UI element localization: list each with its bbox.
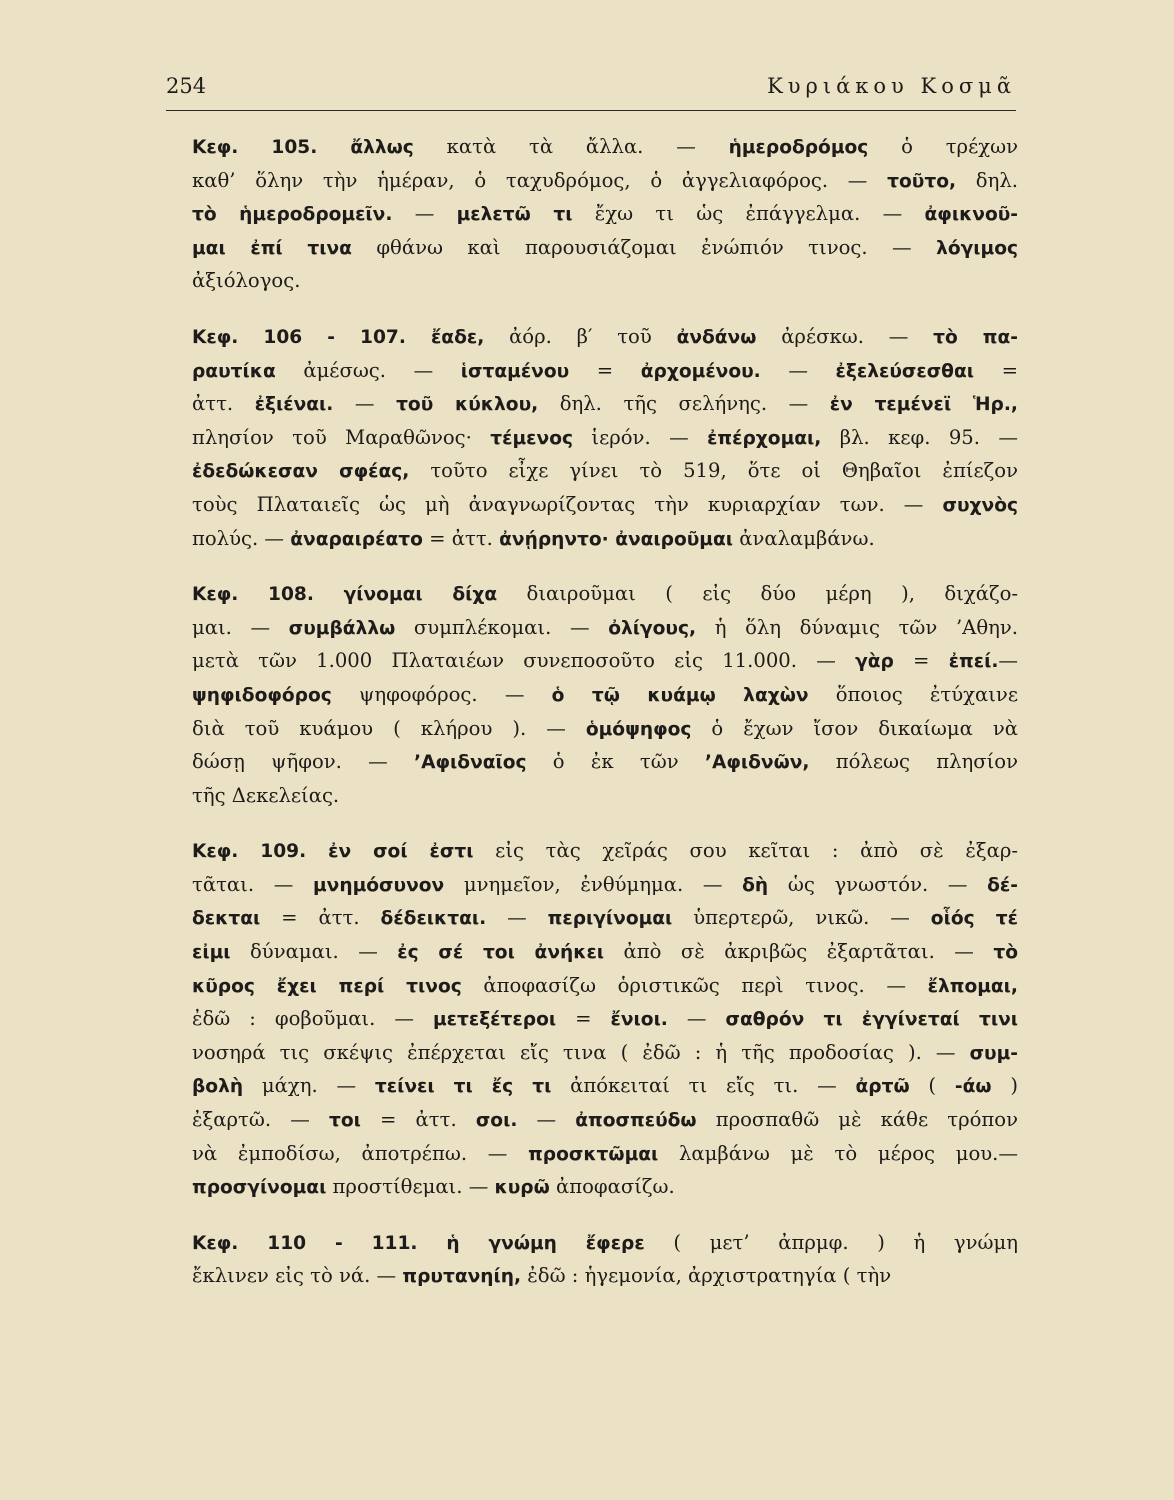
- lemma-term: ἡμεροδρόμος: [728, 137, 869, 158]
- gloss-text: —: [517, 1108, 576, 1132]
- gloss-text: νοσηρά τις σκέψις ἐπέρχεται εἴς τινα ( ἐδῶ : ἡ τῆς προδοσίας ). —: [192, 1040, 970, 1064]
- text-line: [192, 421, 1018, 455]
- gloss-text: ἐξαρτῶ. —: [192, 1108, 329, 1132]
- gloss-text: δηλ. τῆς σελήνης. —: [538, 392, 830, 416]
- text-line: [192, 1002, 1018, 1036]
- page-number: 254: [166, 74, 207, 98]
- lemma-term: δέδεικται.: [380, 908, 487, 930]
- gloss-text: δώσῃ ψῆφον. —: [192, 750, 415, 774]
- text-line: [192, 1036, 1018, 1070]
- text-line: [192, 488, 1018, 522]
- gloss-text: λαμβάνω μὲ τὸ μέρος μου.—: [658, 1141, 1018, 1165]
- lemma-term: κῦρος ἔχει περί τινος: [192, 975, 462, 997]
- gloss-text: ἱερόν. —: [573, 425, 708, 449]
- lemma-term: ὁ τῷ κυάμῳ λαχὼν: [551, 684, 809, 706]
- lemma-term: δὴ: [742, 874, 769, 896]
- gloss-text: ἔχω τι ὡς ἐπάγγελμα. —: [572, 202, 925, 226]
- gloss-text: τῆς Δεκελείας.: [192, 783, 340, 807]
- lemma-term: Κεφ. 110 - 111. ἡ γνώμη ἔφερε: [192, 1232, 645, 1254]
- text-line: [192, 454, 1018, 488]
- lemma-term: ἐπέρχομαι,: [707, 427, 822, 449]
- gloss-text: =: [893, 649, 949, 673]
- lemma-term: τοῦ κύκλου,: [396, 394, 539, 416]
- lemma-term: ἀνδάνω: [676, 326, 757, 348]
- gloss-text: =: [556, 1007, 611, 1031]
- header-rule: [166, 110, 1016, 111]
- lemma-term: εἰμι: [192, 942, 231, 964]
- glossary-body: [192, 130, 1018, 1315]
- lemma-term: τὸ ἡμεροδρομεῖν.: [192, 204, 393, 226]
- lemma-term: ἐξελεύσεσθαι: [835, 360, 974, 382]
- chapter-section: [192, 834, 1018, 1204]
- lemma-term: προσκτῶμαι: [528, 1143, 659, 1165]
- gloss-text: μνημεῖον, ἐνθύμημα. —: [444, 872, 743, 896]
- lemma-term: Κεφ. 106 - 107. ἔαδε,: [192, 326, 485, 348]
- text-line: [192, 264, 1018, 298]
- chapter-section: [192, 320, 1018, 555]
- lemma-term: ἀρχομένου.: [640, 360, 761, 382]
- lemma-term: ’Αφιδνῶν,: [704, 752, 810, 774]
- gloss-text: τοὺς Πλαταιεῖς ὡς μὴ ἀναγνωρίζοντας τὴν κυριαρχίαν των. —: [192, 492, 943, 516]
- gloss-text: ἀξιόλογος.: [192, 269, 301, 293]
- running-title: Κυριάκου Κοσμᾶ: [767, 74, 1016, 98]
- gloss-text: —: [333, 392, 397, 416]
- lemma-term: ’Αφιδναῖος: [414, 752, 527, 774]
- text-line: [192, 779, 1018, 813]
- gloss-text: συμπλέκομαι. —: [395, 615, 609, 639]
- gloss-text: ὁ ἐκ τῶν: [526, 750, 705, 774]
- lemma-term: τοι: [328, 1110, 361, 1132]
- lemma-term: πρυτανηίη,: [402, 1266, 522, 1288]
- text-line: [192, 678, 1018, 712]
- gloss-text: ( μετ’ ἀπρμφ. ) ἡ γνώμη: [644, 1230, 1018, 1254]
- lemma-term: συμβάλλω: [288, 617, 396, 639]
- lemma-term: περιγίνομαι: [547, 908, 673, 930]
- lemma-term: τέμενος: [490, 427, 573, 449]
- gloss-text: (: [909, 1074, 955, 1098]
- gloss-text: εἰς τὰς χεῖράς σου κεῖται : ἀπὸ σὲ ἐξαρ-: [473, 839, 1019, 863]
- gloss-text: νὰ ἐμποδίσω, ἀποτρέπω. —: [192, 1141, 529, 1165]
- lemma-term: τὸ πα-: [933, 326, 1018, 348]
- gloss-text: κατὰ τὰ ἄλλα. —: [413, 135, 729, 158]
- gloss-text: =: [569, 358, 641, 382]
- lemma-term: ἔνιοι.: [610, 1009, 668, 1031]
- gloss-text: μετὰ τῶν 1.000 Πλαταιέων συνεποσοῦτο εἰς 11.000. —: [192, 649, 856, 673]
- text-line: [192, 522, 1018, 556]
- gloss-text: πλησίον τοῦ Μαραθῶνος·: [192, 425, 491, 449]
- gloss-text: πόλεως πλησίον: [809, 750, 1019, 774]
- gloss-text: ἀποφασίζω.: [549, 1175, 675, 1199]
- gloss-text: ἀπόκειταί τι εἴς τι. —: [551, 1074, 856, 1098]
- text-line: [192, 712, 1018, 746]
- gloss-text: ὑπερτερῶ, νικῶ. —: [672, 906, 931, 930]
- gloss-text: —: [667, 1007, 726, 1031]
- gloss-text: = ἀττ.: [260, 906, 381, 930]
- text-line: [192, 320, 1018, 354]
- lemma-term: ἀνῄρηντο· ἀναιροῦμαι: [499, 528, 734, 550]
- text-line: [192, 577, 1018, 611]
- lemma-term: ψηφιδοφόρος: [192, 684, 332, 706]
- text-line: [192, 834, 1018, 868]
- gloss-text: μαι. —: [192, 615, 289, 639]
- gloss-text: καθ’ ὅλην τὴν ἡμέραν, ὁ ταχυδρόμος, ὁ ἀγγελιαφόρος. —: [192, 168, 888, 192]
- gloss-text: διὰ τοῦ κυάμου ( κλήρου ). —: [192, 716, 586, 740]
- gloss-text: βλ. κεφ. 95. —: [821, 425, 1018, 449]
- lemma-term: δέ-: [987, 874, 1018, 896]
- text-line: [192, 644, 1018, 678]
- lemma-term: λόγιμος: [936, 237, 1018, 259]
- lemma-term: τείνει τι ἔς τι: [374, 1076, 552, 1098]
- gloss-text: ἀναλαμβάνω.: [733, 526, 875, 550]
- gloss-text: ἀμέσως. —: [275, 358, 461, 382]
- lemma-term: ἀφικνοῦ-: [924, 204, 1018, 226]
- gloss-text: φθάνω καὶ παρουσιάζομαι ἐνώπιόν τινος. —: [351, 235, 937, 259]
- lemma-term: προσγίνομαι: [192, 1177, 327, 1199]
- text-line: [192, 1170, 1018, 1204]
- text-line: [192, 1226, 1018, 1260]
- lemma-term: ἐδεδώκεσαν σφέας,: [192, 461, 410, 483]
- gloss-text: ἀρέσκω. —: [756, 324, 934, 348]
- chapter-section: [192, 130, 1018, 298]
- gloss-text: μάχη. —: [243, 1074, 375, 1098]
- gloss-text: —: [392, 202, 457, 226]
- text-line: [192, 387, 1018, 421]
- gloss-text: =: [973, 358, 1018, 382]
- lemma-term: ὁμόψηφος: [585, 718, 692, 740]
- text-line: [192, 745, 1018, 779]
- lemma-term: σοι.: [475, 1110, 518, 1132]
- lemma-term: ἐν τεμένεϊ Ἡρ.,: [829, 394, 1018, 416]
- lemma-term: ἐπεί.: [948, 651, 999, 673]
- gloss-text: ὁ τρέχων: [868, 135, 1018, 158]
- text-line: [192, 1259, 1018, 1293]
- gloss-text: ὡς γνωστόν. —: [768, 872, 988, 896]
- lemma-term: ἀποσπεύδω: [575, 1110, 697, 1132]
- lemma-term: μελετῶ τι: [456, 204, 573, 226]
- gloss-text: ἐδῶ : φοβοῦμαι. —: [192, 1007, 433, 1031]
- gloss-text: ): [991, 1074, 1018, 1098]
- lemma-term: κυρῶ: [494, 1177, 550, 1199]
- chapter-section: [192, 1226, 1018, 1293]
- lemma-term: Κεφ. 105. ἄλλως: [192, 137, 414, 158]
- page-header: [166, 70, 1016, 106]
- gloss-text: = ἀττ.: [422, 526, 500, 550]
- lemma-term: ἐς σέ τοι ἀνήκει: [397, 942, 605, 964]
- gloss-text: ἀόρ. β′ τοῦ: [484, 324, 677, 348]
- gloss-text: ἔκλινεν εἰς τὸ νά. —: [192, 1264, 403, 1288]
- lemma-term: ραυτίκα: [192, 360, 276, 382]
- gloss-text: ὅποιος ἐτύχαινε: [808, 682, 1018, 706]
- lemma-term: μνημόσυνον: [313, 874, 445, 896]
- lemma-term: συμ-: [969, 1042, 1018, 1064]
- text-line: [192, 197, 1018, 231]
- gloss-text: ἀττ.: [192, 392, 255, 416]
- lemma-term: συχνὸς: [942, 494, 1018, 516]
- gloss-text: διαιροῦμαι ( εἰς δύο μέρη ), διχάζο-: [497, 582, 1018, 606]
- text-line: [192, 611, 1018, 645]
- gloss-text: ἡ ὅλη δύναμις τῶν ’Αθην.: [696, 615, 1018, 639]
- lemma-term: δεκται: [192, 908, 261, 930]
- text-line: [192, 164, 1018, 198]
- lemma-term: Κεφ. 108. γίνομαι δίχα: [192, 584, 498, 606]
- lemma-term: τοῦτο,: [887, 170, 957, 192]
- lemma-term: -άω: [954, 1076, 992, 1098]
- gloss-text: ἀποφασίζω ὁριστικῶς περὶ τινος. —: [461, 973, 928, 997]
- lemma-term: ἔλπομαι,: [927, 975, 1018, 997]
- text-line: [192, 868, 1018, 902]
- gloss-text: προσπαθῶ μὲ κάθε τρόπον: [696, 1108, 1018, 1132]
- gloss-text: τοῦτο εἶχε γίνει τὸ 519, ὅτε οἱ Θηβαῖοι ἐπίεζον: [409, 459, 1018, 483]
- gloss-text: —: [760, 358, 836, 382]
- lemma-term: μαι ἐπί τινα: [192, 237, 352, 259]
- lemma-term: τὸ: [993, 942, 1019, 964]
- text-line: [192, 231, 1018, 265]
- gloss-text: —: [486, 906, 548, 930]
- lemma-term: ὀλίγους,: [608, 617, 697, 639]
- chapter-section: [192, 577, 1018, 812]
- gloss-text: δύναμαι. —: [230, 940, 398, 964]
- gloss-text: προστίθεμαι. —: [326, 1175, 495, 1199]
- lemma-term: ἱσταμένου: [460, 360, 570, 382]
- lemma-term: ἀναραιρέατο: [290, 528, 423, 550]
- lemma-term: οἷός τέ: [930, 908, 1018, 930]
- lemma-term: μετεξέτεροι: [432, 1009, 557, 1031]
- lemma-term: ἀρτῶ: [855, 1076, 910, 1098]
- text-line: [192, 1069, 1018, 1103]
- text-line: [192, 901, 1018, 935]
- lemma-term: γὰρ: [855, 651, 894, 673]
- gloss-text: —: [998, 649, 1018, 673]
- text-line: [192, 354, 1018, 388]
- gloss-text: ἀπὸ σὲ ἀκριβῶς ἐξαρτᾶται. —: [604, 940, 994, 964]
- gloss-text: ὁ ἔχων ἴσον δικαίωμα νὰ: [691, 716, 1018, 740]
- lemma-term: ἐξιέναι.: [254, 394, 334, 416]
- text-line: [192, 1137, 1018, 1171]
- gloss-text: ἐδῶ : ἡγεμονία, ἀρχιστρατηγία ( τὴν: [521, 1264, 892, 1288]
- text-line: [192, 935, 1018, 969]
- gloss-text: ψηφοφόρος. —: [331, 682, 552, 706]
- gloss-text: πολύς. —: [192, 526, 291, 550]
- lemma-term: Κεφ. 109. ἐν σοί ἐστι: [192, 841, 474, 863]
- gloss-text: = ἀττ.: [360, 1108, 476, 1132]
- lemma-term: βολὴ: [192, 1076, 244, 1098]
- text-line: [192, 969, 1018, 1003]
- lemma-term: σαθρόν τι ἐγγίνεταί τινι: [725, 1009, 1018, 1031]
- text-line: [192, 130, 1018, 164]
- gloss-text: τᾶται. —: [192, 872, 313, 896]
- text-line: [192, 1103, 1018, 1137]
- gloss-text: δηλ.: [956, 168, 1018, 192]
